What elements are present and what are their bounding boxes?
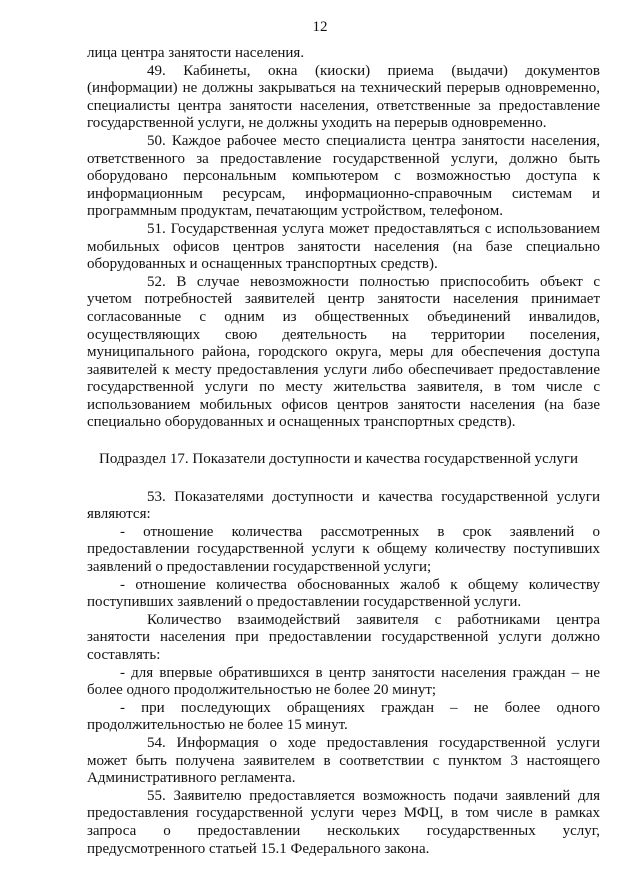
paragraph-continuation: лица центра занятости населения. bbox=[87, 45, 305, 61]
paragraph-54: 54. Информация о ходе предоставления государственной услуги может быть получена заявителем в соответствии с пунктом 3 настоящего Административного регламента. bbox=[87, 734, 600, 787]
paragraph-53: 53. Показателями доступности и качества государственной услуги являются: bbox=[87, 488, 600, 523]
indicator-item-1: - отношение количества рассмотренных в срок заявлений о предоставлении государственной услуги к общему количеству поступивших заявлений о предоставлении государственной услуги; bbox=[87, 523, 600, 576]
indicator-item-2: - отношение количества обоснованных жалоб к общему количеству поступивших заявлений о предоставлении государственной услуги. bbox=[87, 576, 600, 611]
paragraph-50: 50. Каждое рабочее место специалиста центра занятости населения, ответственного за предоставление государственной услуги, должно быть оборудовано персональным компьютером с возможностью доступа к информационным ресурсам, информационно-справочным системам и программным продуктам, печатающим устройством, телефоном. bbox=[87, 132, 600, 220]
paragraph-51: 51. Государственная услуга может предоставляться с использованием мобильных офисов центров занятости населения (на базе специально оборудованных и оснащенных транспортных средств). bbox=[87, 220, 600, 273]
page-number: 12 bbox=[312, 19, 328, 35]
paragraph-55: 55. Заявителю предоставляется возможность подачи заявлений для предоставления государственной услуги через МФЦ, в том числе в рамках запроса о предоставлении нескольких государственных услуг, предусмотренного статьей 15.1 Федерального закона. bbox=[87, 787, 600, 857]
paragraph-49: 49. Кабинеты, окна (киоски) приема (выдачи) документов (информации) не должны закрываться на технический перерыв одновременно, специалисты центра занятости населения, ответственные за предоставление государственной услуги, не должны уходить на перерыв одновременно. bbox=[87, 62, 600, 132]
interaction-item-2: - при последующих обращениях граждан – не более одного продолжительностью не более 15 минут. bbox=[87, 699, 600, 734]
document-body bbox=[87, 45, 600, 858]
subsection-heading: Подраздел 17. Показатели доступности и качества государственной услуги bbox=[99, 451, 578, 468]
paragraph-52: 52. В случае невозможности полностью приспособить объект с учетом потребностей заявителей центр занятости населения принимает согласованные с одним из общественных объединений инвалидов, осуществляющих свою деятельность на территории поселения, муниципального района, городского округа, меры для обеспечения доступа заявителей к месту предоставления услуги либо обеспечивает предоставление государственной услуги по месту жительства заявителя, в том числе с использованием мобильных офисов центров занятости населения (на базе специально оборудованных и оснащенных транспортных средств). bbox=[87, 273, 600, 431]
paragraph-interactions: Количество взаимодействий заявителя с работниками центра занятости населения при предоставлении государственной услуги должно составлять: bbox=[87, 611, 600, 663]
interaction-item-1: - для впервые обратившихся в центр занятости населения граждан – не более одного продолжительностью не более 20 минут; bbox=[87, 664, 600, 699]
